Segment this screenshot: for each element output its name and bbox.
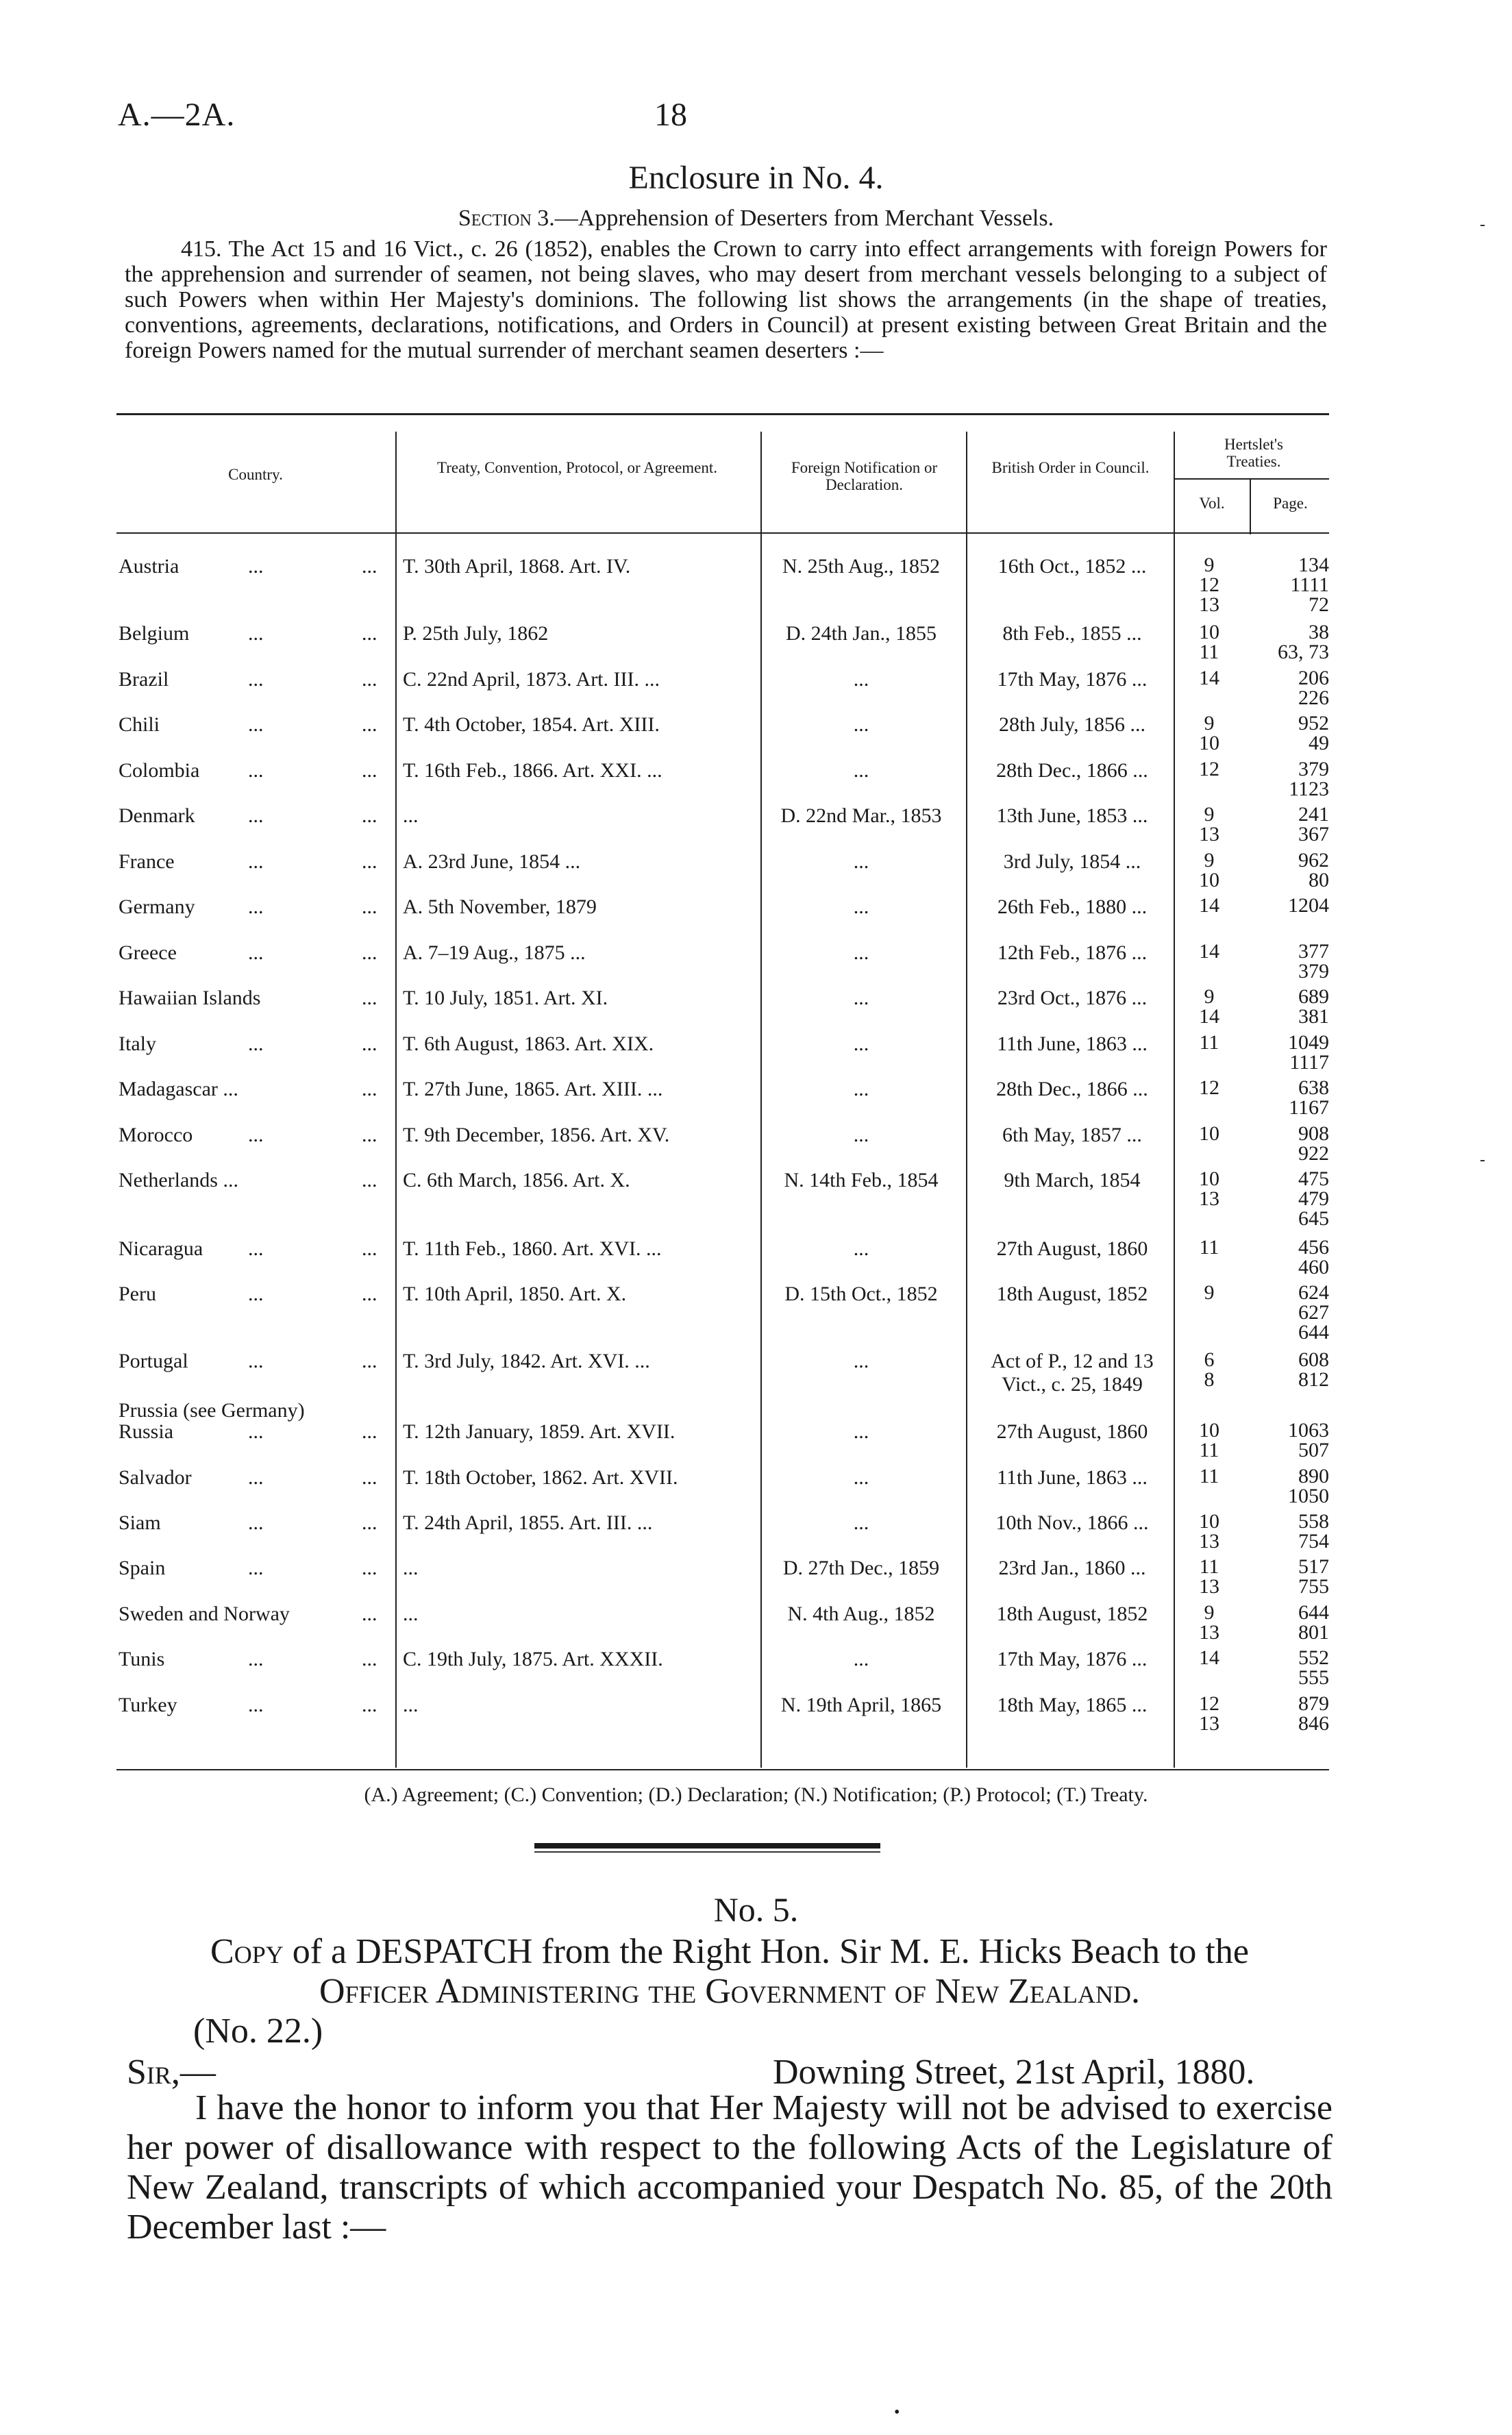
cell-order: 11th June, 1863 ... bbox=[997, 1033, 1148, 1055]
cell-country: Austria bbox=[119, 555, 179, 578]
cell-country: Greece bbox=[119, 941, 177, 964]
table-header-rule bbox=[116, 532, 1329, 534]
cell-notification: D. 22nd Mar., 1853 bbox=[780, 804, 942, 827]
body-text: I have the honor to inform you that Her Majesty will not be advised to exercise her power of disallowance with respect to the following Acts of the Legislature of New Zealand, transcripts of which accompanied your Despatch No. 85, of the 20th December last :— bbox=[127, 2088, 1333, 2247]
cell-page: 689 381 bbox=[1298, 985, 1329, 1028]
cell-order: 17th May, 1876 ... bbox=[997, 1648, 1148, 1670]
leader-dots: ... bbox=[248, 1420, 264, 1443]
cell-notification: ... bbox=[853, 1237, 869, 1260]
dateline: Downing Street, 21st April, 1880. bbox=[773, 2053, 1255, 2092]
cell-order: 6th May, 1857 ... bbox=[1002, 1124, 1142, 1146]
leader-dots: ... bbox=[362, 713, 377, 736]
cell-vol: 6 8 bbox=[1204, 1348, 1215, 1391]
hertslet-rule bbox=[1174, 478, 1329, 480]
cell-country: Italy bbox=[119, 1033, 156, 1055]
leader-dots: ... bbox=[362, 941, 377, 964]
cell-order: 18th May, 1865 ... bbox=[997, 1694, 1148, 1716]
cell-country: Netherlands ... bbox=[119, 1169, 238, 1191]
cell-vol: 9 13 bbox=[1199, 803, 1219, 845]
section-separator bbox=[534, 1843, 880, 1849]
cell-vol: 11 13 bbox=[1199, 1555, 1219, 1598]
leader-dots: ... bbox=[362, 895, 377, 918]
cell-order: 12th Feb., 1876 ... bbox=[997, 941, 1148, 964]
cell-treaty: T. 6th August, 1863. Art. XIX. bbox=[403, 1033, 654, 1055]
leader-dots: ... bbox=[362, 759, 377, 782]
cell-country: Chili bbox=[119, 713, 160, 736]
cell-notification: ... bbox=[853, 1350, 869, 1372]
cell-order: 8th Feb., 1855 ... bbox=[1002, 622, 1142, 645]
leader-dots: ... bbox=[248, 1237, 264, 1260]
cell-country: Madagascar ... bbox=[119, 1078, 238, 1100]
cell-country: Siam bbox=[119, 1511, 161, 1534]
section-separator bbox=[534, 1851, 880, 1853]
cell-order: 28th Dec., 1866 ... bbox=[996, 759, 1148, 782]
leader-dots: ... bbox=[248, 1557, 264, 1579]
cell-treaty: T. 24th April, 1855. Art. III. ... bbox=[403, 1511, 653, 1534]
cell-page: 134 1111 72 bbox=[1290, 554, 1329, 616]
despatch-title-line2: Officer Administering the Government of New Zealand. bbox=[319, 1972, 1141, 2011]
leader-dots: ... bbox=[362, 1237, 377, 1260]
despatch-reference: (No. 22.) bbox=[193, 2012, 323, 2051]
leader-dots: ... bbox=[248, 555, 264, 578]
cell-country: Brazil bbox=[119, 668, 169, 691]
cell-page: 558 754 bbox=[1298, 1510, 1329, 1553]
cell-vol: 9 10 bbox=[1199, 849, 1219, 891]
cell-page: 1063 507 bbox=[1288, 1419, 1329, 1461]
cell-page: 962 80 bbox=[1298, 849, 1329, 891]
leader-dots: ... bbox=[362, 1350, 377, 1372]
cell-country: France bbox=[119, 850, 175, 873]
cell-page: 952 49 bbox=[1298, 712, 1329, 754]
cell-order: 27th August, 1860 bbox=[996, 1237, 1148, 1260]
leader-dots: ... bbox=[362, 987, 377, 1009]
leader-dots: ... bbox=[362, 1420, 377, 1443]
cell-order: 13th June, 1853 ... bbox=[996, 804, 1148, 827]
cell-order: 27th August, 1860 bbox=[996, 1420, 1148, 1443]
cell-treaty: ... bbox=[403, 1603, 419, 1625]
cell-vol: 12 13 bbox=[1199, 1692, 1219, 1735]
cell-country: Denmark bbox=[119, 804, 195, 827]
despatch-number-heading: No. 5. bbox=[713, 1890, 799, 1929]
col-header-vol: Vol. bbox=[1199, 495, 1225, 512]
cell-treaty: C. 6th March, 1856. Art. X. bbox=[403, 1169, 630, 1191]
leader-dots: ... bbox=[248, 1283, 264, 1305]
cell-page: 624 627 644 bbox=[1298, 1281, 1329, 1344]
cell-order: 28th Dec., 1866 ... bbox=[996, 1078, 1148, 1100]
cell-notification: ... bbox=[853, 941, 869, 964]
cell-treaty: T. 10 July, 1851. Art. XI. bbox=[403, 987, 608, 1009]
leader-dots: ... bbox=[248, 941, 264, 964]
cell-country: Tunis bbox=[119, 1648, 165, 1670]
cell-treaty: C. 22nd April, 1873. Art. III. ... bbox=[403, 668, 660, 691]
cell-vol: 9 bbox=[1204, 1281, 1215, 1304]
cell-page: 379 1123 bbox=[1289, 758, 1329, 800]
cell-order: 16th Oct., 1852 ... bbox=[997, 555, 1147, 578]
leader-dots: ... bbox=[362, 1078, 377, 1100]
despatch-title bbox=[127, 1932, 1333, 2012]
section-title: 3.—Apprehension of Deserters from Merchant Vessels. bbox=[537, 206, 1054, 231]
leader-dots: ... bbox=[248, 1511, 264, 1534]
table-bottom-rule bbox=[116, 1769, 1329, 1770]
cell-country: Sweden and Norway bbox=[119, 1603, 290, 1625]
cell-order: 11th June, 1863 ... bbox=[997, 1466, 1148, 1489]
leader-dots: ... bbox=[248, 1124, 264, 1146]
cell-country: Germany bbox=[119, 895, 195, 918]
cell-vol: 14 bbox=[1199, 894, 1219, 917]
cell-vol: 10 11 bbox=[1199, 1419, 1219, 1461]
cell-treaty: A. 23rd June, 1854 ... bbox=[403, 850, 581, 873]
abbreviation-legend: (A.) Agreement; (C.) Convention; (D.) Declaration; (N.) Notification; (P.) Protocol; (T.) Treaty. bbox=[364, 1783, 1148, 1806]
table-top-rule bbox=[116, 413, 1329, 415]
leader-dots: ... bbox=[248, 804, 264, 827]
cell-vol: 14 bbox=[1199, 940, 1219, 963]
cell-vol: 9 14 bbox=[1199, 985, 1219, 1028]
cell-treaty: T. 30th April, 1868. Art. IV. bbox=[403, 555, 631, 578]
leader-dots: ... bbox=[362, 668, 377, 691]
despatch-title-line: of a DESPATCH from the Right Hon. Sir M. E. Hicks Beach to the bbox=[292, 1932, 1249, 1971]
cell-notification: ... bbox=[853, 1511, 869, 1534]
salutation: Sir,— bbox=[127, 2053, 216, 2092]
cell-notification: N. 19th April, 1865 bbox=[780, 1694, 942, 1716]
cell-order: 17th May, 1876 ... bbox=[997, 668, 1148, 691]
cell-page: 552 555 bbox=[1298, 1646, 1329, 1689]
cell-vol: 9 12 13 bbox=[1199, 554, 1219, 616]
cell-treaty: T. 16th Feb., 1866. Art. XXI. ... bbox=[403, 759, 662, 782]
margin-mark: • bbox=[894, 2403, 900, 2421]
cell-page: 377 379 bbox=[1298, 940, 1329, 982]
cell-notification: ... bbox=[853, 1466, 869, 1489]
paragraph-text: The Act 15 and 16 Vict., c. 26 (1852), enables the Crown to carry into effect arrangements with foreign Powers for the apprehension and surrender of seamen, not being slaves, who may desert from merchant vessels belonging to a subject of such Powers when within Her Majesty's dominions. The following list shows the arrangements (in the shape of treaties, conventions, agreements, declarations, notifications, and Orders in Council) at present existing between Great Britain and the foreign Powers named for the mutual surrender of merchant seamen deserters :— bbox=[125, 236, 1327, 363]
leader-dots: ... bbox=[248, 713, 264, 736]
body-indent bbox=[127, 2088, 195, 2127]
series-code: A.—2A. bbox=[118, 97, 236, 133]
cell-treaty: T. 27th June, 1865. Art. XIII. ... bbox=[403, 1078, 663, 1100]
cell-page: 517 755 bbox=[1298, 1555, 1329, 1598]
paragraph-number: 415. bbox=[181, 236, 222, 262]
cell-order: 23rd Oct., 1876 ... bbox=[997, 987, 1148, 1009]
leader-dots: ... bbox=[362, 555, 377, 578]
cell-notification: D. 15th Oct., 1852 bbox=[784, 1283, 938, 1305]
cell-order: 3rd July, 1854 ... bbox=[1003, 850, 1141, 873]
cell-vol: 10 11 bbox=[1199, 621, 1219, 663]
cell-order: 9th March, 1854 bbox=[1004, 1169, 1141, 1191]
leader-dots: ... bbox=[362, 1694, 377, 1716]
col-header-country: Country. bbox=[228, 466, 283, 483]
cell-treaty: T. 12th January, 1859. Art. XVII. bbox=[403, 1420, 676, 1443]
leader-dots: ... bbox=[248, 1350, 264, 1372]
despatch-body bbox=[127, 2088, 1333, 2247]
col-divider bbox=[395, 432, 397, 1768]
cell-country: Nicaragua bbox=[119, 1237, 203, 1260]
cell-page: 206 226 bbox=[1298, 667, 1329, 709]
leader-dots: ... bbox=[362, 1033, 377, 1055]
cell-notification: ... bbox=[853, 713, 869, 736]
cell-notification: ... bbox=[853, 987, 869, 1009]
col-header-notification: Foreign Notification or Declaration. bbox=[791, 459, 938, 493]
cell-treaty: A. 5th November, 1879 bbox=[403, 895, 597, 918]
cell-page: 475 479 645 bbox=[1298, 1167, 1329, 1230]
cell-vol: 10 bbox=[1199, 1122, 1219, 1145]
paragraph-415 bbox=[125, 236, 1327, 363]
cell-order: 26th Feb., 1880 ... bbox=[997, 895, 1148, 918]
cell-notification: ... bbox=[853, 850, 869, 873]
leader-dots: ... bbox=[248, 622, 264, 645]
leader-dots: ... bbox=[362, 1603, 377, 1625]
cell-treaty: T. 11th Feb., 1860. Art. XVI. ... bbox=[403, 1237, 662, 1260]
cell-page: 644 801 bbox=[1298, 1601, 1329, 1644]
leader-dots: ... bbox=[362, 622, 377, 645]
cell-notification: N. 14th Feb., 1854 bbox=[784, 1169, 939, 1191]
cell-page: 879 846 bbox=[1298, 1692, 1329, 1735]
cell-vol: 14 bbox=[1199, 1646, 1219, 1669]
cell-country: Prussia (see Germany) bbox=[119, 1399, 305, 1422]
cell-page: 241 367 bbox=[1298, 803, 1329, 845]
cell-country: Belgium bbox=[119, 622, 190, 645]
leader-dots: ... bbox=[362, 1557, 377, 1579]
cell-notification: N. 4th Aug., 1852 bbox=[787, 1603, 935, 1625]
leader-dots: ... bbox=[362, 1283, 377, 1305]
cell-page: 890 1050 bbox=[1288, 1465, 1329, 1507]
cell-notification: ... bbox=[853, 1033, 869, 1055]
col-header-order: British Order in Council. bbox=[991, 459, 1150, 476]
cell-page: 1049 1117 bbox=[1288, 1031, 1329, 1074]
cell-page: 608 812 bbox=[1298, 1348, 1329, 1391]
col-divider bbox=[966, 432, 967, 1768]
leader-dots: ... bbox=[362, 804, 377, 827]
cell-vol: 9 13 bbox=[1199, 1601, 1219, 1644]
cell-vol: 12 bbox=[1199, 1076, 1219, 1099]
cell-order: 10th Nov., 1866 ... bbox=[995, 1511, 1149, 1534]
cell-notification: D. 27th Dec., 1859 bbox=[782, 1557, 940, 1579]
leader-dots: ... bbox=[248, 1466, 264, 1489]
leader-dots: ... bbox=[248, 1694, 264, 1716]
cell-country: Morocco bbox=[119, 1124, 193, 1146]
leader-dots: ... bbox=[248, 895, 264, 918]
cell-page: 638 1167 bbox=[1289, 1076, 1329, 1119]
cell-vol: 11 bbox=[1199, 1465, 1219, 1487]
cell-order: 23rd Jan., 1860 ... bbox=[998, 1557, 1146, 1579]
leader-dots: ... bbox=[362, 1648, 377, 1670]
cell-page: 1204 bbox=[1288, 894, 1329, 917]
cell-country: Colombia bbox=[119, 759, 200, 782]
cell-page: 908 922 bbox=[1298, 1122, 1329, 1165]
despatch-title-prefix: Copy bbox=[210, 1932, 284, 1971]
leader-dots: ... bbox=[362, 850, 377, 873]
leader-dots: ... bbox=[362, 1169, 377, 1191]
margin-mark: - bbox=[1480, 1151, 1485, 1169]
section-heading bbox=[0, 206, 1512, 232]
enclosure-title: Enclosure in No. 4. bbox=[628, 160, 884, 196]
cell-notification: ... bbox=[853, 1648, 869, 1670]
cell-vol: 9 10 bbox=[1199, 712, 1219, 754]
cell-notification: ... bbox=[853, 1420, 869, 1443]
cell-order: Act of P., 12 and 13 Vict., c. 25, 1849 bbox=[991, 1350, 1154, 1396]
cell-notification: ... bbox=[853, 668, 869, 691]
cell-treaty: C. 19th July, 1875. Art. XXXII. bbox=[403, 1648, 663, 1670]
cell-treaty: A. 7–19 Aug., 1875 ... bbox=[403, 941, 586, 964]
col-divider bbox=[1174, 432, 1175, 1768]
leader-dots: ... bbox=[248, 668, 264, 691]
cell-vol: 10 13 bbox=[1199, 1167, 1219, 1210]
leader-dots: ... bbox=[248, 1033, 264, 1055]
cell-page: 456 460 bbox=[1298, 1236, 1329, 1278]
cell-vol: 11 bbox=[1199, 1236, 1219, 1259]
leader-dots: ... bbox=[248, 1648, 264, 1670]
cell-notification: ... bbox=[853, 895, 869, 918]
col-header-page: Page. bbox=[1273, 495, 1308, 512]
cell-vol: 10 13 bbox=[1199, 1510, 1219, 1553]
cell-treaty: ... bbox=[403, 804, 419, 827]
cell-treaty: T. 4th October, 1854. Art. XIII. bbox=[403, 713, 660, 736]
cell-treaty: T. 9th December, 1856. Art. XV. bbox=[403, 1124, 670, 1146]
leader-dots: ... bbox=[362, 1124, 377, 1146]
cell-country: Portugal bbox=[119, 1350, 188, 1372]
cell-vol: 11 bbox=[1199, 1031, 1219, 1054]
cell-vol: 14 bbox=[1199, 667, 1219, 689]
col-header-hertslet: Hertslet's Treaties. bbox=[1224, 436, 1283, 470]
cell-order: 18th August, 1852 bbox=[996, 1283, 1148, 1305]
cell-notification: ... bbox=[853, 1124, 869, 1146]
cell-country: Turkey bbox=[119, 1694, 177, 1716]
cell-country: Peru bbox=[119, 1283, 156, 1305]
cell-notification: ... bbox=[853, 1078, 869, 1100]
section-label: Section bbox=[458, 206, 532, 231]
cell-treaty: P. 25th July, 1862 bbox=[403, 622, 549, 645]
cell-treaty: T. 10th April, 1850. Art. X. bbox=[403, 1283, 627, 1305]
cell-notification: D. 24th Jan., 1855 bbox=[786, 622, 937, 645]
leader-dots: ... bbox=[248, 759, 264, 782]
col-divider bbox=[1250, 480, 1251, 534]
cell-country: Hawaiian Islands bbox=[119, 987, 261, 1009]
cell-page: 38 63, 73 bbox=[1278, 621, 1329, 663]
cell-notification: N. 25th Aug., 1852 bbox=[782, 555, 940, 578]
cell-order: 28th July, 1856 ... bbox=[999, 713, 1145, 736]
leader-dots: ... bbox=[248, 850, 264, 873]
cell-notification: ... bbox=[853, 759, 869, 782]
cell-country: Salvador bbox=[119, 1466, 192, 1489]
cell-vol: 12 bbox=[1199, 758, 1219, 780]
cell-treaty: ... bbox=[403, 1557, 419, 1579]
cell-order: 18th August, 1852 bbox=[996, 1603, 1148, 1625]
cell-country: Russia bbox=[119, 1420, 174, 1443]
page-number: 18 bbox=[654, 97, 687, 133]
margin-mark: - bbox=[1480, 216, 1485, 234]
cell-country: Spain bbox=[119, 1557, 166, 1579]
cell-treaty: T. 18th October, 1862. Art. XVII. bbox=[403, 1466, 678, 1489]
cell-treaty: ... bbox=[403, 1694, 419, 1716]
cell-treaty: T. 3rd July, 1842. Art. XVI. ... bbox=[403, 1350, 650, 1372]
leader-dots: ... bbox=[362, 1511, 377, 1534]
col-header-treaty: Treaty, Convention, Protocol, or Agreement. bbox=[436, 459, 718, 476]
leader-dots: ... bbox=[362, 1466, 377, 1489]
